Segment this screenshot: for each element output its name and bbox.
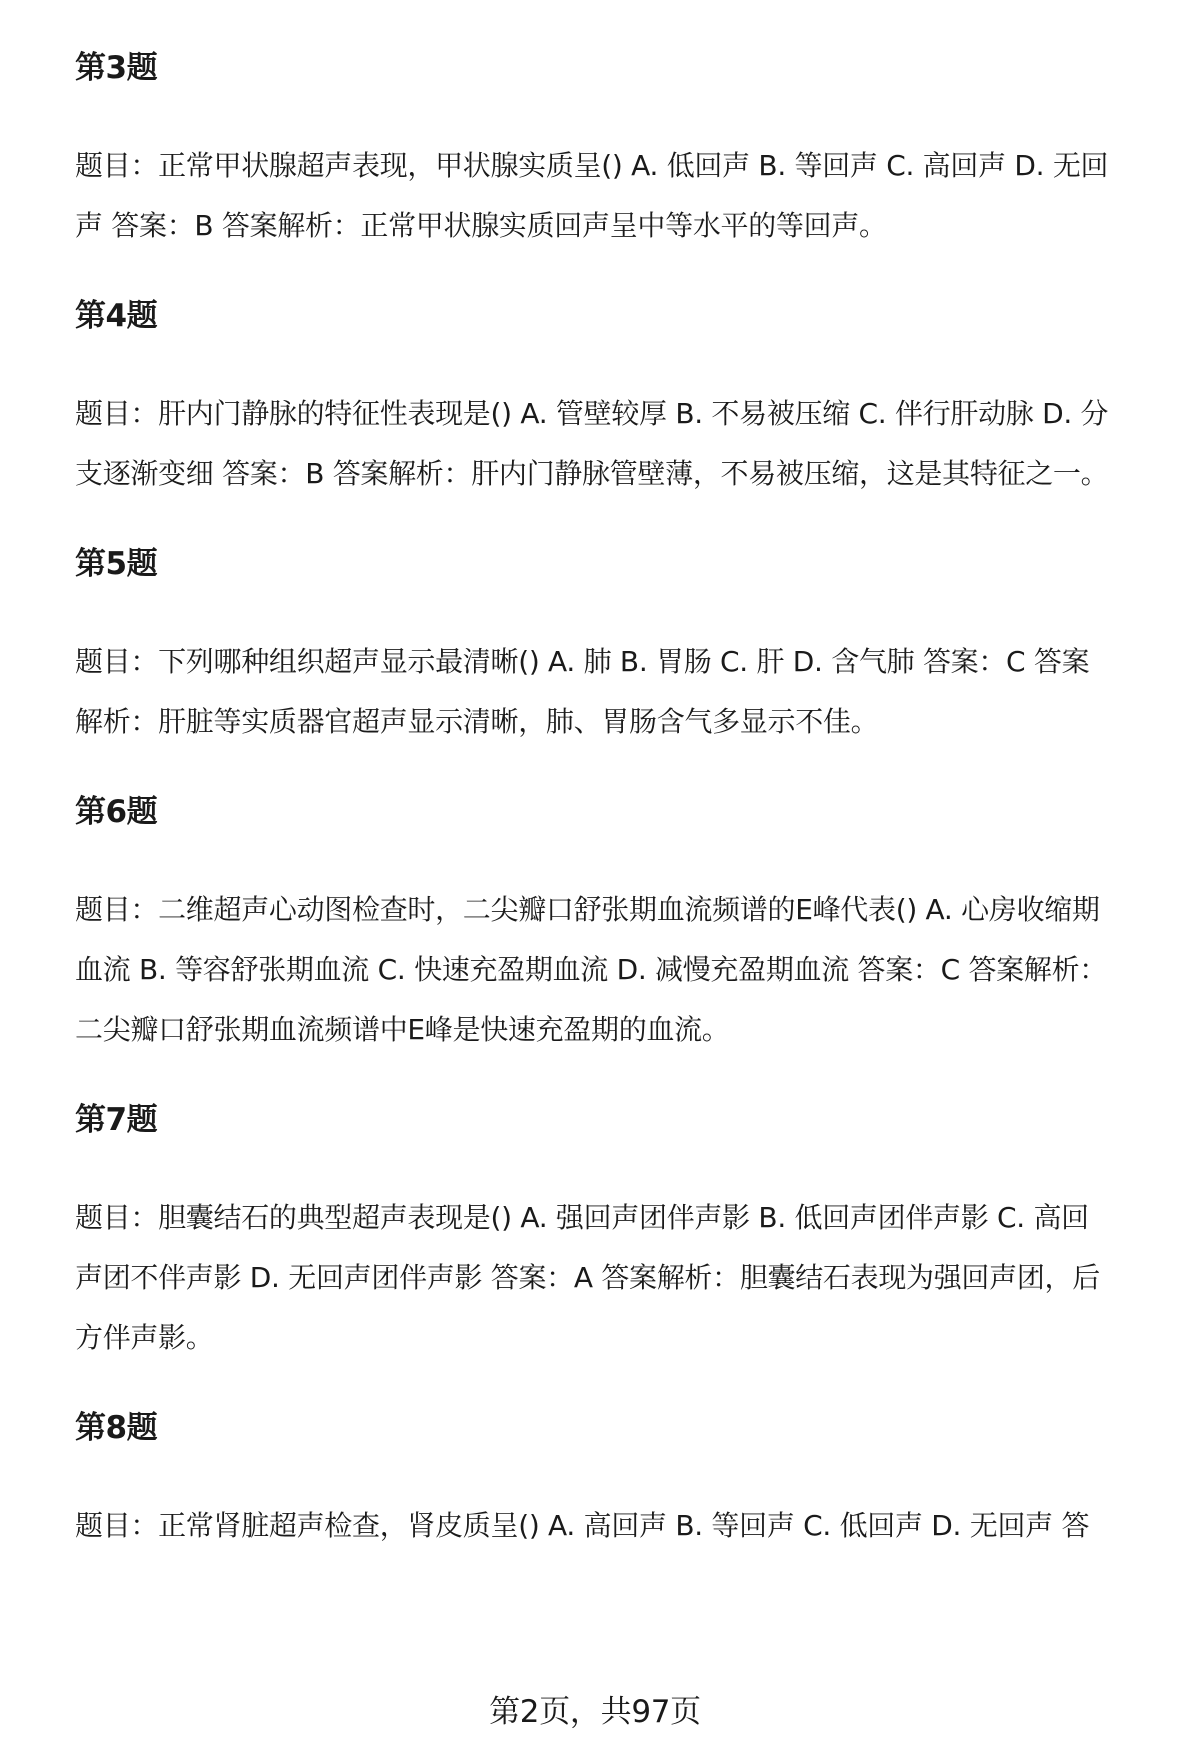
question-text: 题目：正常肾脏超声检查，肾皮质呈() A. 高回声 B. 等回声 C. 低回声 D. 无回声 答 bbox=[75, 1509, 1090, 1542]
question-text: 题目：正常甲状腺超声表现，甲状腺实质呈() A. 低回声 B. 等回声 C. 高回声 D. 无回声 答案：B 答案解析：正常甲状腺实质回声呈中等水平的等回声。 bbox=[75, 149, 1109, 242]
question-title: 第5题 bbox=[75, 546, 158, 582]
question-text: 题目：二维超声心动图检查时，二尖瓣口舒张期血流频谱的E峰代表() A. 心房收缩期血流 B. 等容舒张期血流 C. 快速充盈期血流 D. 减慢充盈期血流 答案：C 答案解析：二尖瓣口舒张期血流频谱中E峰是快速充盈期的血流。 bbox=[75, 893, 1107, 1046]
question-text: 题目：胆囊结石的典型超声表现是() A. 强回声团伴声影 B. 低回声团伴声影 C. 高回声团不伴声影 D. 无回声团伴声影 答案：A 答案解析：胆囊结石表现为强回声团，后方伴声影。 bbox=[75, 1201, 1100, 1354]
question-text: 题目：下列哪种组织超声显示最清晰() A. 肺 B. 胃肠 C. 肝 D. 含气肺 答案：C 答案解析：肝脏等实质器官超声显示清晰，肺、胃肠含气多显示不佳。 bbox=[75, 645, 1090, 738]
page-number: 第2页，共97页 bbox=[489, 1694, 701, 1730]
question-text: 题目：肝内门静脉的特征性表现是() A. 管壁较厚 B. 不易被压缩 C. 伴行肝动脉 D. 分支逐渐变细 答案：B 答案解析：肝内门静脉管壁薄，不易被压缩，这是其特征之一。 bbox=[75, 397, 1109, 490]
question-title: 第8题 bbox=[75, 1410, 158, 1446]
question-7 bbox=[75, 1100, 1115, 1368]
question-8 bbox=[75, 1408, 1115, 1556]
question-4 bbox=[75, 296, 1115, 504]
question-6 bbox=[75, 792, 1115, 1060]
question-title: 第6题 bbox=[75, 794, 158, 830]
question-5 bbox=[75, 544, 1115, 752]
question-title: 第4题 bbox=[75, 298, 158, 334]
question-title: 第3题 bbox=[75, 50, 158, 86]
question-3 bbox=[75, 48, 1115, 256]
question-title: 第7题 bbox=[75, 1102, 158, 1138]
